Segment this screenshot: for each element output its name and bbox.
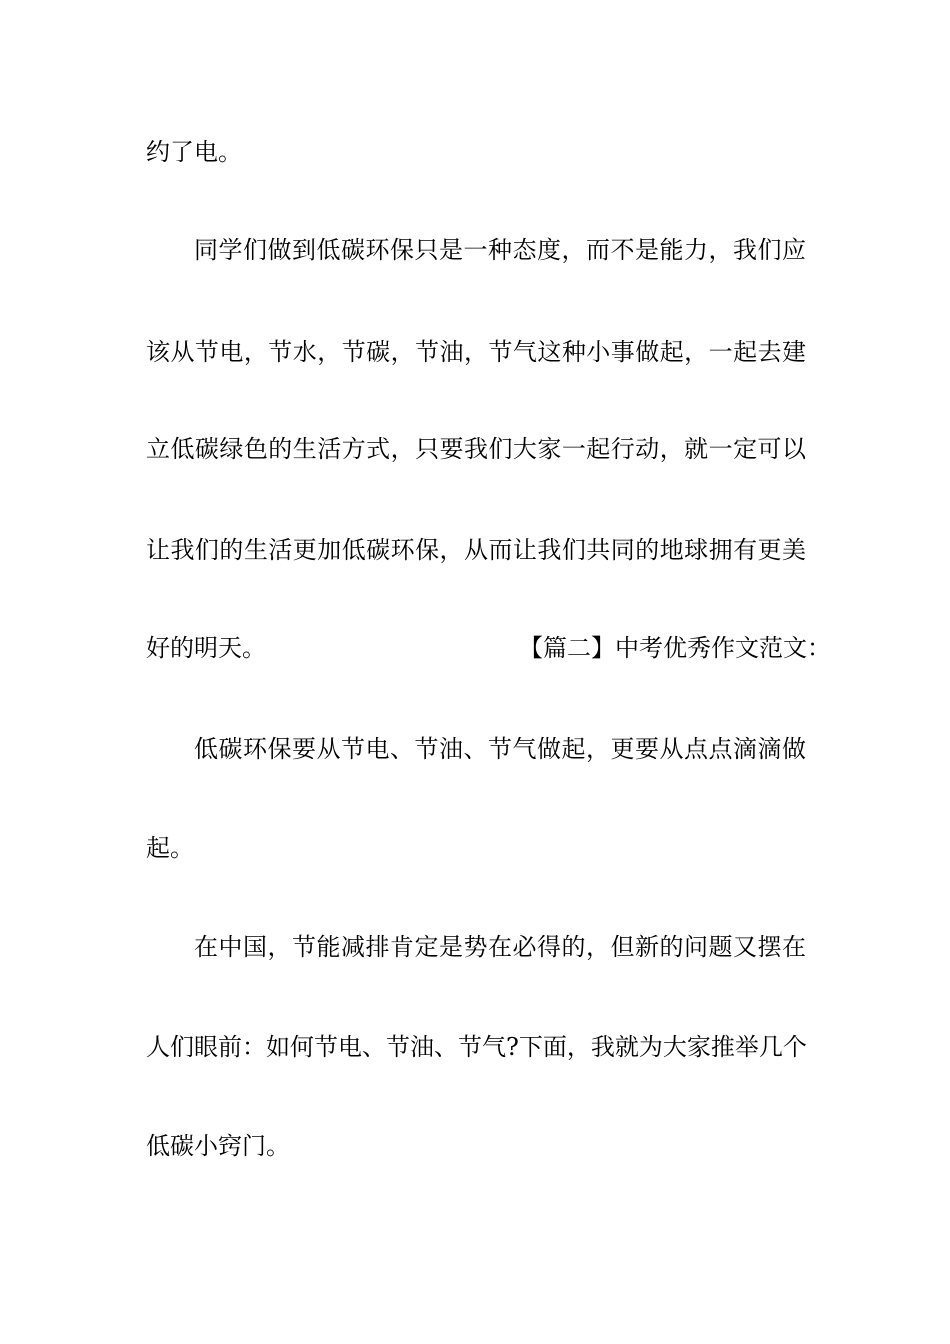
paragraph-text: 好的明天。 [146,634,266,662]
paragraph-line: 低碳环保要从节电、节油、节气做起，更要从点点滴滴做 [194,735,806,763]
paragraph-line: 起。 [146,834,194,862]
paragraph-line: 低碳小窍门。 [146,1132,290,1160]
paragraph-line: 约了电。 [146,138,242,166]
section-heading: 【篇二】中考优秀作文范文： [519,634,831,662]
paragraph-line: 让我们的生活更加低碳环保，从而让我们共同的地球拥有更美 [146,536,806,564]
paragraph-line: 同学们做到低碳环保只是一种态度，而不是能力，我们应 [194,236,806,264]
paragraph-line: 立低碳绿色的生活方式，只要我们大家一起行动，就一定可以 [146,435,806,463]
paragraph-line [146,632,831,664]
paragraph-line: 人们眼前：如何节电、节油、节气?下面，我就为大家推举几个 [146,1033,807,1061]
paragraph-line: 该从节电，节水，节碳，节油，节气这种小事做起，一起去建 [146,338,806,366]
paragraph-line: 在中国，节能减排肯定是势在必得的，但新的问题又摆在 [194,933,806,961]
